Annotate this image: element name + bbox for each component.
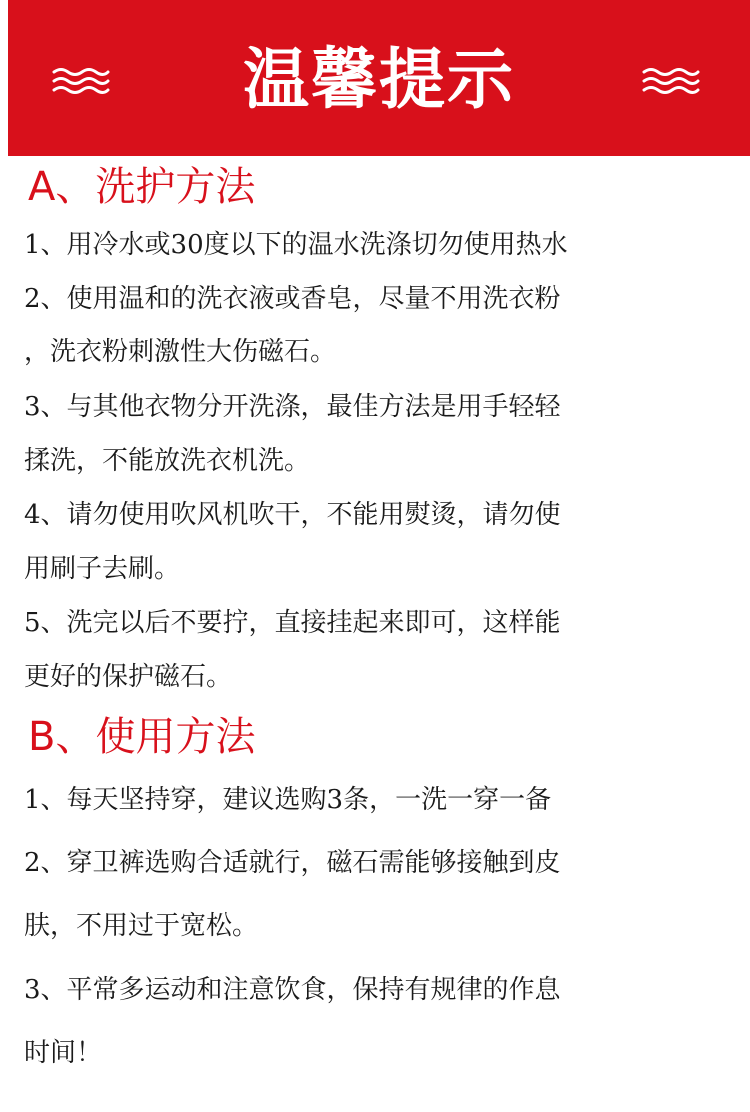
usage-line: 3、平常多运动和注意饮食，保持有规律的作息 xyxy=(24,975,561,1005)
usage-line: 2、穿卫裤选购合适就行，磁石需能够接触到皮 xyxy=(24,848,561,878)
section-heading-usage: B、使用方法 xyxy=(28,714,256,760)
care-line: 更好的保护磁石。 xyxy=(24,662,233,692)
care-line: 用刷子去刷。 xyxy=(24,554,181,584)
section-heading-care: A、洗护方法 xyxy=(28,164,256,210)
care-line: 5、洗完以后不要拧，直接挂起来即可，这样能 xyxy=(24,608,561,638)
usage-line: 1、每天坚持穿，建议选购3条，一洗一穿一备 xyxy=(24,785,552,815)
header-banner xyxy=(8,0,750,156)
usage-line: 时间！ xyxy=(24,1038,103,1068)
care-line: 3、与其他衣物分开洗涤，最佳方法是用手轻轻 xyxy=(24,392,561,422)
usage-line: 肤，不用过于宽松。 xyxy=(24,911,259,941)
page-title: 温馨提示 xyxy=(243,41,515,118)
wave-icon xyxy=(642,66,700,96)
care-line: 4、请勿使用吹风机吹干，不能用熨烫，请勿使 xyxy=(24,500,561,530)
care-line: 揉洗，不能放洗衣机洗。 xyxy=(24,446,311,476)
care-line: 2、使用温和的洗衣液或香皂，尽量不用洗衣粉 xyxy=(24,284,561,314)
care-line: ，洗衣粉刺激性大伤磁石。 xyxy=(24,337,337,367)
care-line: 1、用冷水或30度以下的温水洗涤切勿使用热水 xyxy=(24,230,568,260)
